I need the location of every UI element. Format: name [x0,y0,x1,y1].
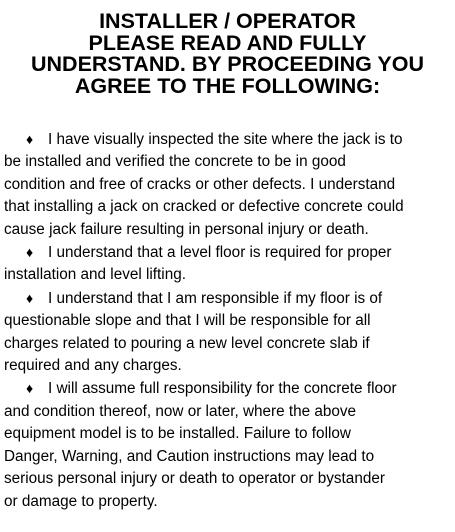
list-item [0,377,446,512]
agreement-list [0,128,446,513]
item-text-line: installation and level lifting. [4,266,186,284]
item-text-line: questionable slope and that I will be responsible for all [4,312,371,330]
item-text-line: I will assume full responsibility for the concrete floor [48,380,397,398]
heading-line: INSTALLER / OPERATOR [99,9,356,33]
item-text-line: Danger, Warning, and Caution instructions may lead to [4,447,375,465]
diamond-bullet-icon: ♦ [26,289,34,306]
list-item [0,287,446,378]
heading-line: PLEASE READ AND FULLY [88,30,367,55]
item-text-line: be installed and verified the concrete to be in good [4,153,346,171]
item-text-line: condition and free of cracks or other defects. I understand [4,175,396,193]
item-text-line: cause jack failure resulting in personal injury or death. [4,220,369,238]
item-text-line: I understand that I am responsible if my floor is of [48,289,383,307]
item-text-line: or damage to property. [4,492,158,510]
item-text-line: charges related to pouring a new level concrete slab if [4,334,370,352]
diamond-bullet-icon: ♦ [26,380,34,397]
item-text-line: that installing a jack on cracked or defective concrete could [4,198,404,216]
heading-line: UNDERSTAND. BY PROCEEDING YOU [30,52,425,76]
item-text-line: serious personal injury or death to operator or bystander [4,470,385,488]
list-item [0,128,446,241]
agreement-heading [0,0,455,97]
heading-line: AGREE TO THE FOLLOWING: [74,73,381,98]
item-text-line: required and any charges. [4,357,182,375]
diamond-bullet-icon: ♦ [26,131,34,147]
diamond-bullet-icon: ♦ [26,244,34,261]
list-item [0,241,446,287]
item-text-line: equipment model is to be installed. Failure to follow [4,425,351,443]
item-text-line: and condition thereof, now or later, where the above [4,402,357,420]
item-text-line: I have visually inspected the site where the jack is to [48,131,403,148]
item-text-line: I understand that a level floor is required for proper [48,244,392,262]
